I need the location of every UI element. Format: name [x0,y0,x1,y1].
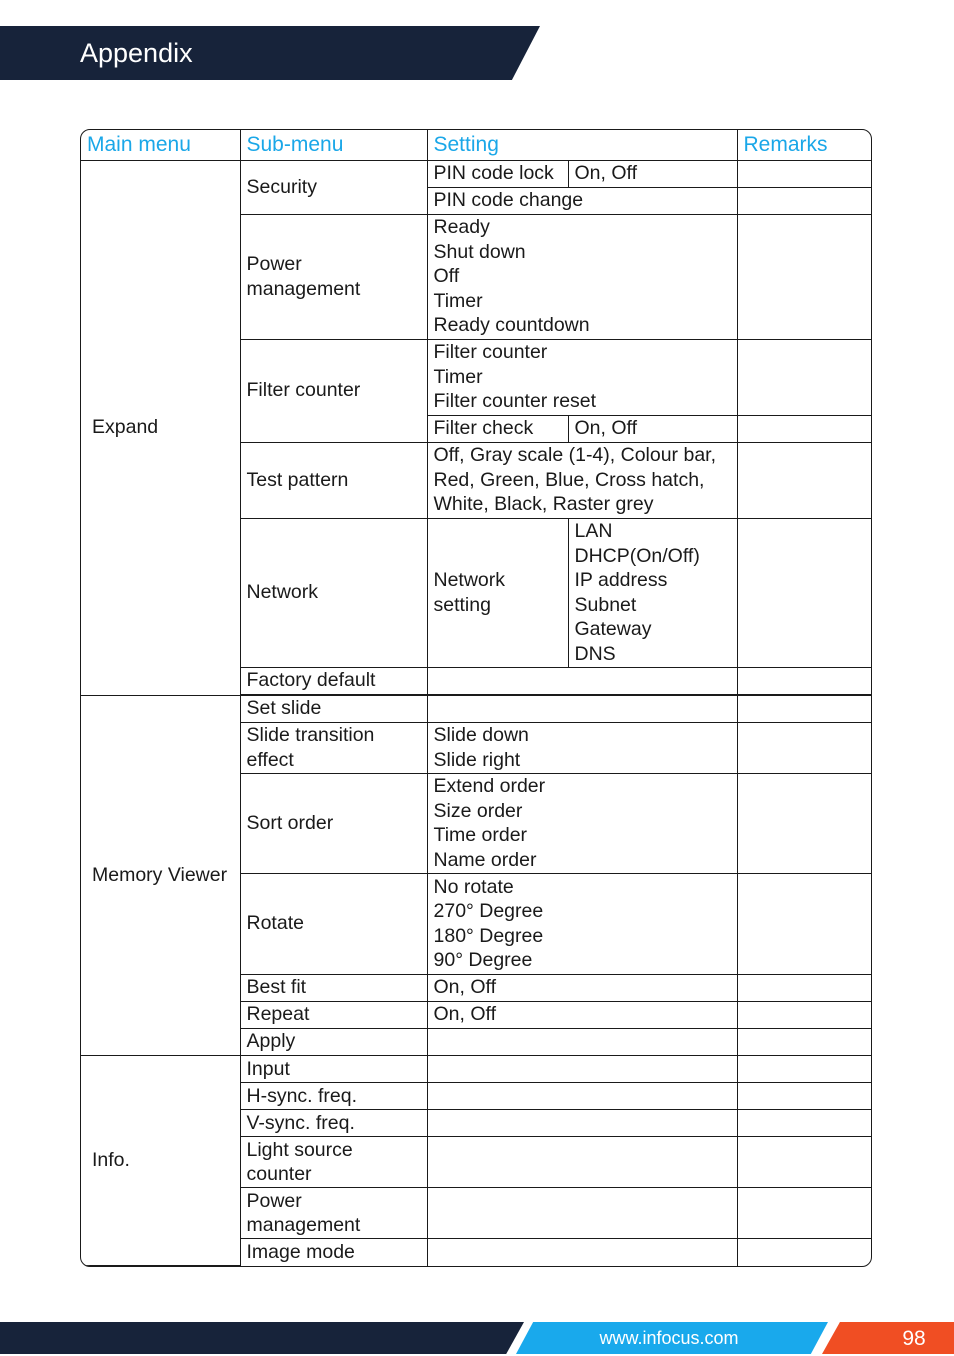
setting-cell [427,1028,737,1055]
footer-band-left [0,1322,524,1354]
col-main-menu: Main menu [81,130,240,160]
remarks-cell [737,187,872,214]
setting-cell [427,1056,737,1083]
sub-network: Network [240,518,427,667]
remarks-cell [737,1137,872,1188]
col-remarks: Remarks [737,130,872,160]
remarks-cell [737,518,872,667]
setting-cell [427,1083,737,1110]
setting-cell [427,1137,737,1188]
setting-cell [427,667,737,694]
main-menu-memory-viewer: Memory Viewer [81,695,240,1056]
col-setting: Setting [427,130,737,160]
table-row [81,160,872,187]
setting-test-pattern-options: Off, Gray scale (1-4), Colour bar, Red, Green, Blue, Cross hatch, White, Black, Raster grey [427,442,737,518]
setting-sort-options: Extend order Size order Time order Name order [427,773,737,873]
remarks-cell [737,1028,872,1055]
remarks-cell [737,1110,872,1137]
remarks-cell [737,1056,872,1083]
setting-pin-lock: PIN code lock [427,160,568,187]
remarks-cell [737,773,872,873]
remarks-cell [737,214,872,339]
remarks-cell [737,1083,872,1110]
sub-sort-order: Sort order [240,773,427,873]
remarks-cell [737,442,872,518]
remarks-cell [737,667,872,694]
setting-pin-lock-options: On, Off [568,160,737,187]
sub-best-fit: Best fit [240,974,427,1001]
setting-pin-change: PIN code change [427,187,737,214]
sub-slide-transition: Slide transition effect [240,722,427,773]
remarks-cell [737,695,872,722]
sub-h-sync: H-sync. freq. [240,1083,427,1110]
setting-network-options: LAN DHCP(On/Off) IP address Subnet Gateway DNS [568,518,737,667]
menu-table [80,129,872,1267]
col-sub-menu: Sub-menu [240,130,427,160]
sub-apply: Apply [240,1028,427,1055]
sub-security: Security [240,160,427,214]
setting-filter-options: Filter counter Timer Filter counter reset [427,339,737,415]
setting-network-setting: Network setting [427,518,568,667]
page-title: Appendix [80,38,193,68]
setting-cell [427,1239,737,1266]
remarks-cell [737,1188,872,1239]
sub-repeat: Repeat [240,1001,427,1028]
sub-power-management: Power management [240,214,427,339]
sub-info-power-management: Power management [240,1188,427,1239]
setting-filter-check-options: On, Off [568,415,737,442]
setting-cell [427,1188,737,1239]
sub-input: Input [240,1056,427,1083]
sub-filter-counter: Filter counter [240,339,427,442]
sub-light-source-counter: Light source counter [240,1137,427,1188]
remarks-cell [737,722,872,773]
setting-cell [427,695,737,722]
setting-cell [427,1110,737,1137]
table-header-row [81,130,872,160]
setting-rotate-options: No rotate 270° Degree 180° Degree 90° Degree [427,873,737,974]
remarks-cell [737,1239,872,1266]
table-row [81,1056,872,1083]
setting-best-fit-options: On, Off [427,974,737,1001]
setting-repeat-options: On, Off [427,1001,737,1028]
remarks-cell [737,415,872,442]
main-menu-info: Info. [81,1056,240,1266]
sub-v-sync: V-sync. freq. [240,1110,427,1137]
setting-transition-options: Slide down Slide right [427,722,737,773]
setting-power-options: Ready Shut down Off Timer Ready countdown [427,214,737,339]
page-number: 98 [902,1327,926,1350]
remarks-cell [737,1001,872,1028]
sub-set-slide: Set slide [240,695,427,722]
sub-test-pattern: Test pattern [240,442,427,518]
remarks-cell [737,974,872,1001]
remarks-cell [737,339,872,415]
sub-image-mode: Image mode [240,1239,427,1266]
remarks-cell [737,160,872,187]
setting-filter-check: Filter check [427,415,568,442]
sub-rotate: Rotate [240,873,427,974]
footer-url[interactable]: www.infocus.com [599,1328,739,1348]
remarks-cell [737,873,872,974]
table-row [81,695,872,722]
main-menu-expand: Expand [81,160,240,695]
sub-factory-default: Factory default [240,667,427,694]
